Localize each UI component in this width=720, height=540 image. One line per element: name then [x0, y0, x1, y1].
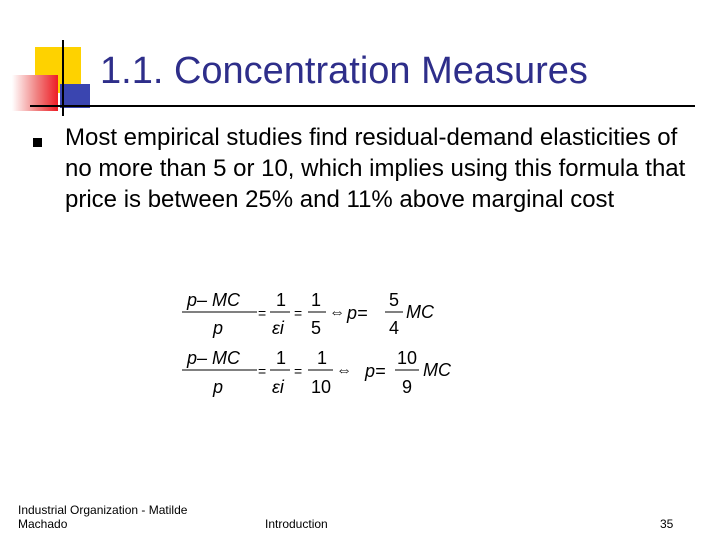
lhs-denominator: p: [213, 377, 224, 397]
equals-sign: =: [258, 363, 267, 379]
bullet-square-icon: [33, 138, 42, 147]
footer-author: Industrial Organization - Matilde Machado: [18, 503, 188, 531]
formula-block: [160, 285, 480, 405]
bullet-text: Most empirical studies find residual-demand elasticities of no more than 5 or 10, which implies using this formula that price is between 25% and 11% above marginal cost: [65, 124, 686, 213]
lhs-denominator: p: [213, 318, 224, 338]
frac3-numerator: 1: [317, 348, 328, 368]
lhs-numerator: p– MC: [187, 290, 241, 310]
footer-section: Introduction: [265, 517, 328, 531]
formula-line-1: [182, 290, 435, 338]
mc-label: MC: [423, 360, 451, 380]
frac2-numerator: 1: [276, 290, 287, 310]
frac2-denominator: εi: [272, 377, 284, 397]
equivalence-arrow: ⇔: [336, 362, 352, 379]
equivalence-arrow: ⇔: [329, 304, 345, 321]
mc-label: MC: [406, 302, 434, 322]
equals-sign: =: [294, 363, 303, 379]
frac4-numerator: 5: [389, 290, 400, 310]
frac3-numerator: 1: [311, 290, 322, 310]
frac2-numerator: 1: [276, 348, 287, 368]
frac2-denominator: εi: [272, 318, 284, 338]
frac4-numerator: 10: [397, 348, 418, 368]
slide-title: 1.1. Concentration Measures: [100, 50, 588, 92]
frac3-denominator: 5: [311, 318, 322, 338]
frac4-denominator: 9: [402, 377, 413, 397]
p-equals: p=: [347, 303, 368, 323]
lhs-numerator: p– MC: [187, 348, 241, 368]
title-underline: [30, 105, 695, 107]
page-number: 35: [660, 517, 674, 531]
equals-sign: =: [258, 305, 267, 321]
formula-line-2: [182, 348, 452, 397]
p-equals: p=: [365, 361, 386, 381]
frac4-denominator: 4: [389, 318, 400, 338]
frac3-denominator: 10: [311, 377, 332, 397]
equals-sign: =: [294, 305, 303, 321]
